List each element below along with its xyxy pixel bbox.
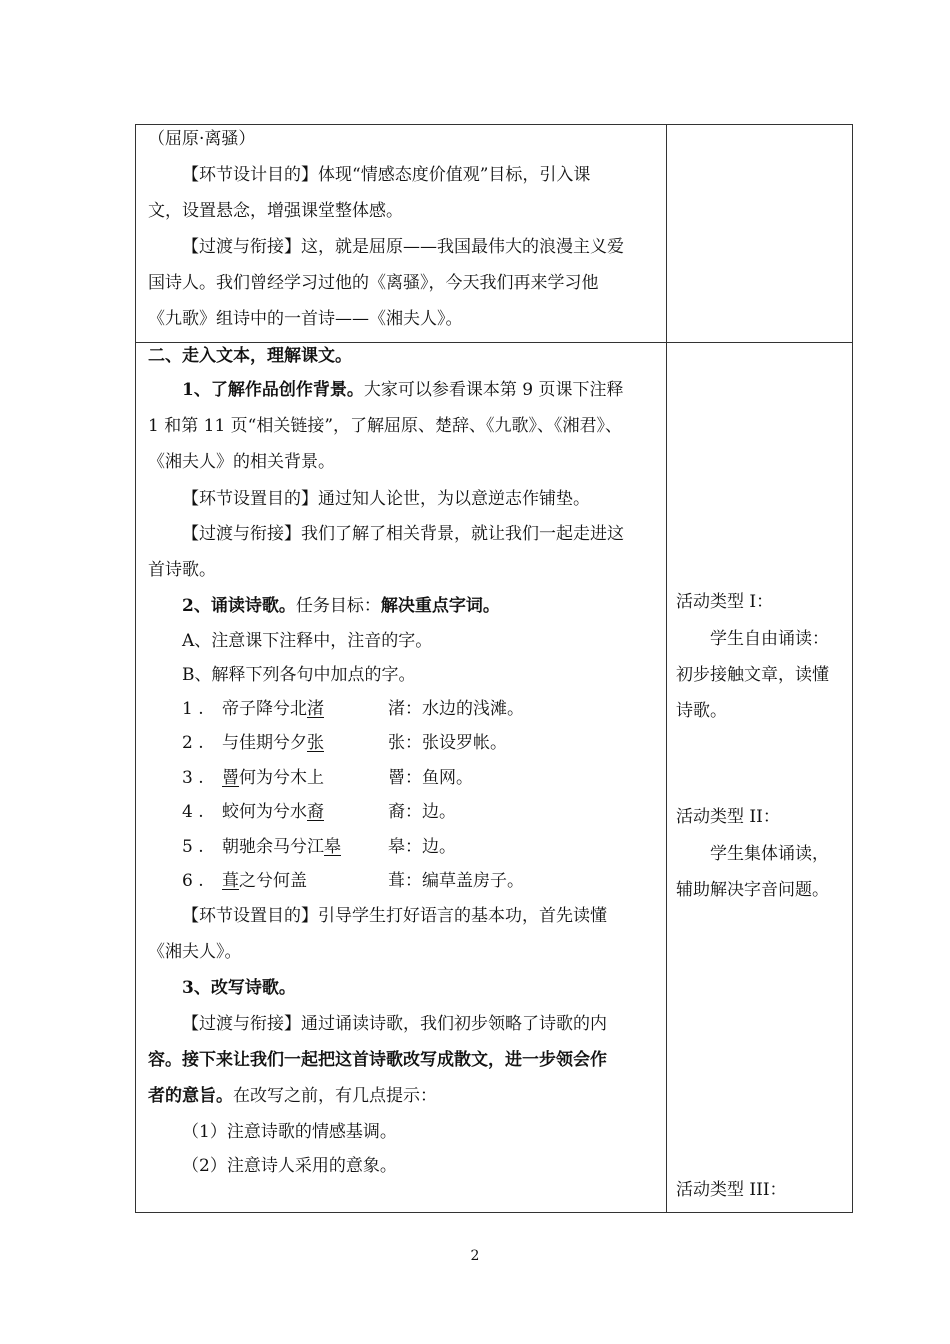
word-row — [182, 870, 524, 892]
word-number: 3 . — [182, 768, 204, 788]
activity-3-title: 活动类型 III： — [676, 1180, 787, 1200]
word-sentence — [222, 698, 388, 720]
sentence-part: 朝驰余马兮江 — [222, 837, 324, 857]
item3-heading: 3、改写诗歌。 — [182, 978, 296, 998]
sentence-part: 何为兮木上 — [239, 768, 324, 788]
word-number: 2 . — [182, 733, 204, 753]
sentence-part: 与佳期兮夕 — [222, 733, 307, 753]
item3-line-2: 容。接下来让我们一起把这首诗歌改写成散文，进一步领会作 — [148, 1050, 607, 1070]
purpose-line-1 — [182, 164, 590, 186]
purpose-label: 【环节设计目的】 — [182, 165, 318, 185]
transition-line-2: 国诗人。我们曾经学习过他的《离骚》，今天我们再来学习他 — [148, 273, 599, 293]
item2-goal: 解决重点字词。 — [380, 596, 500, 616]
item1-purpose — [182, 488, 590, 510]
activity-1-line-2: 初步接触文章，读懂 — [676, 665, 829, 685]
key-character: 渚 — [307, 699, 324, 719]
word-sentence — [222, 870, 388, 892]
item1-transition-label: 【过渡与衔接】 — [182, 524, 301, 544]
item2-purpose — [182, 905, 607, 927]
sentence-part: 蛟何为兮水 — [222, 802, 307, 822]
word-row — [182, 767, 473, 789]
item1-line-1 — [182, 379, 623, 401]
word-sentence — [222, 732, 388, 754]
item3-tip-1: （1）注意诗歌的情感基调。 — [182, 1122, 397, 1142]
word-sentence — [222, 836, 388, 858]
word-number: 5 . — [182, 837, 204, 857]
item2-b: B、解释下列各句中加点的字。 — [182, 665, 416, 685]
word-gloss: 罾：鱼网。 — [388, 768, 473, 788]
word-row — [182, 698, 524, 720]
item2-a: A、注意课下注释中，注音的字。 — [182, 631, 433, 651]
word-sentence — [222, 767, 388, 789]
item1-purpose-label: 【环节设置目的】 — [182, 489, 318, 509]
item2-purpose-line-2: 《湘夫人》。 — [148, 942, 242, 962]
word-gloss: 葺：编草盖房子。 — [388, 871, 524, 891]
item1-heading: 1、了解作品创作背景。 — [182, 380, 364, 400]
item3-transition-1 — [182, 1013, 607, 1035]
activity-1-line-1: 学生自由诵读： — [710, 629, 829, 649]
key-character: 张 — [307, 733, 324, 753]
word-gloss: 张：张设罗帐。 — [388, 733, 507, 753]
word-gloss: 裔：边。 — [388, 802, 456, 822]
item3-transition-label: 【过渡与衔接】 — [182, 1014, 301, 1034]
column-divider — [666, 125, 667, 1212]
item3-tip-2: （2）注意诗人采用的意象。 — [182, 1156, 397, 1176]
word-gloss: 皋：边。 — [388, 837, 456, 857]
word-row — [182, 836, 456, 858]
purpose-line-2: 文，设置悬念，增强课堂整体感。 — [148, 201, 403, 221]
item1-purpose-text: 通过知人论世，为以意逆志作铺垫。 — [318, 489, 590, 509]
item2-goal-label: 任务目标： — [295, 596, 381, 616]
item1-text: 大家可以参看课本第 9 页课下注释 — [363, 380, 624, 400]
item3-line-3 — [148, 1085, 437, 1107]
word-number: 4 . — [182, 802, 204, 822]
activity-2-title: 活动类型 II： — [676, 807, 780, 827]
word-row — [182, 732, 507, 754]
item2-heading: 2、诵读诗歌。 — [182, 596, 296, 616]
transition-line-1 — [182, 236, 624, 258]
transition-label: 【过渡与衔接】 — [182, 237, 301, 257]
row-divider — [136, 342, 852, 343]
activity-1-title: 活动类型 I： — [676, 592, 774, 612]
transition-text: 这，就是屈原——我国最伟大的浪漫主义爱 — [301, 237, 624, 257]
section-heading: 二、走入文本，理解课文。 — [148, 346, 352, 366]
item1-transition-text: 我们了解了相关背景，就让我们一起走进这 — [301, 524, 624, 544]
word-gloss: 渚：水边的浅滩。 — [388, 699, 524, 719]
purpose-text: 体现“情感态度价值观”目标，引入课 — [318, 165, 591, 185]
sentence-part: 之兮何盖 — [239, 871, 307, 891]
item3-transition-text: 通过诵读诗歌，我们初步领略了诗歌的内 — [301, 1014, 607, 1034]
page-number: 2 — [470, 1248, 480, 1264]
item1-transition-2: 首诗歌。 — [148, 560, 216, 580]
key-character: 皋 — [324, 837, 341, 857]
activity-2-line-2: 辅助解决字音问题。 — [676, 880, 829, 900]
key-character: 葺 — [222, 871, 239, 891]
activity-2-line-1: 学生集体诵读， — [710, 844, 829, 864]
item1-line-2: 1 和第 11 页“相关链接”，了解屈原、楚辞、《九歌》、《湘君》、 — [148, 416, 623, 436]
key-character: 裔 — [307, 802, 324, 822]
word-row — [182, 801, 456, 823]
activity-1-line-3: 诗歌。 — [676, 701, 727, 721]
word-number: 6 . — [182, 871, 204, 891]
sentence-part: 帝子降兮北 — [222, 699, 307, 719]
item3-text: 在改写之前，有几点提示： — [233, 1086, 437, 1106]
transition-line-3: 《九歌》组诗中的一首诗——《湘夫人》。 — [148, 309, 463, 329]
item1-transition-1 — [182, 523, 624, 545]
word-sentence — [222, 801, 388, 823]
word-number: 1 . — [182, 699, 204, 719]
lesson-plan-table — [135, 124, 853, 1213]
item2-purpose-text: 引导学生打好语言的基本功，首先读懂 — [318, 906, 607, 926]
item1-line-3: 《湘夫人》的相关背景。 — [148, 452, 335, 472]
key-character: 罾 — [222, 768, 239, 788]
item2-heading-line — [182, 595, 500, 617]
poem-source: （屈原·离骚） — [148, 129, 256, 149]
item2-purpose-label: 【环节设置目的】 — [182, 906, 318, 926]
item3-bold-text: 者的意旨。 — [148, 1086, 233, 1106]
